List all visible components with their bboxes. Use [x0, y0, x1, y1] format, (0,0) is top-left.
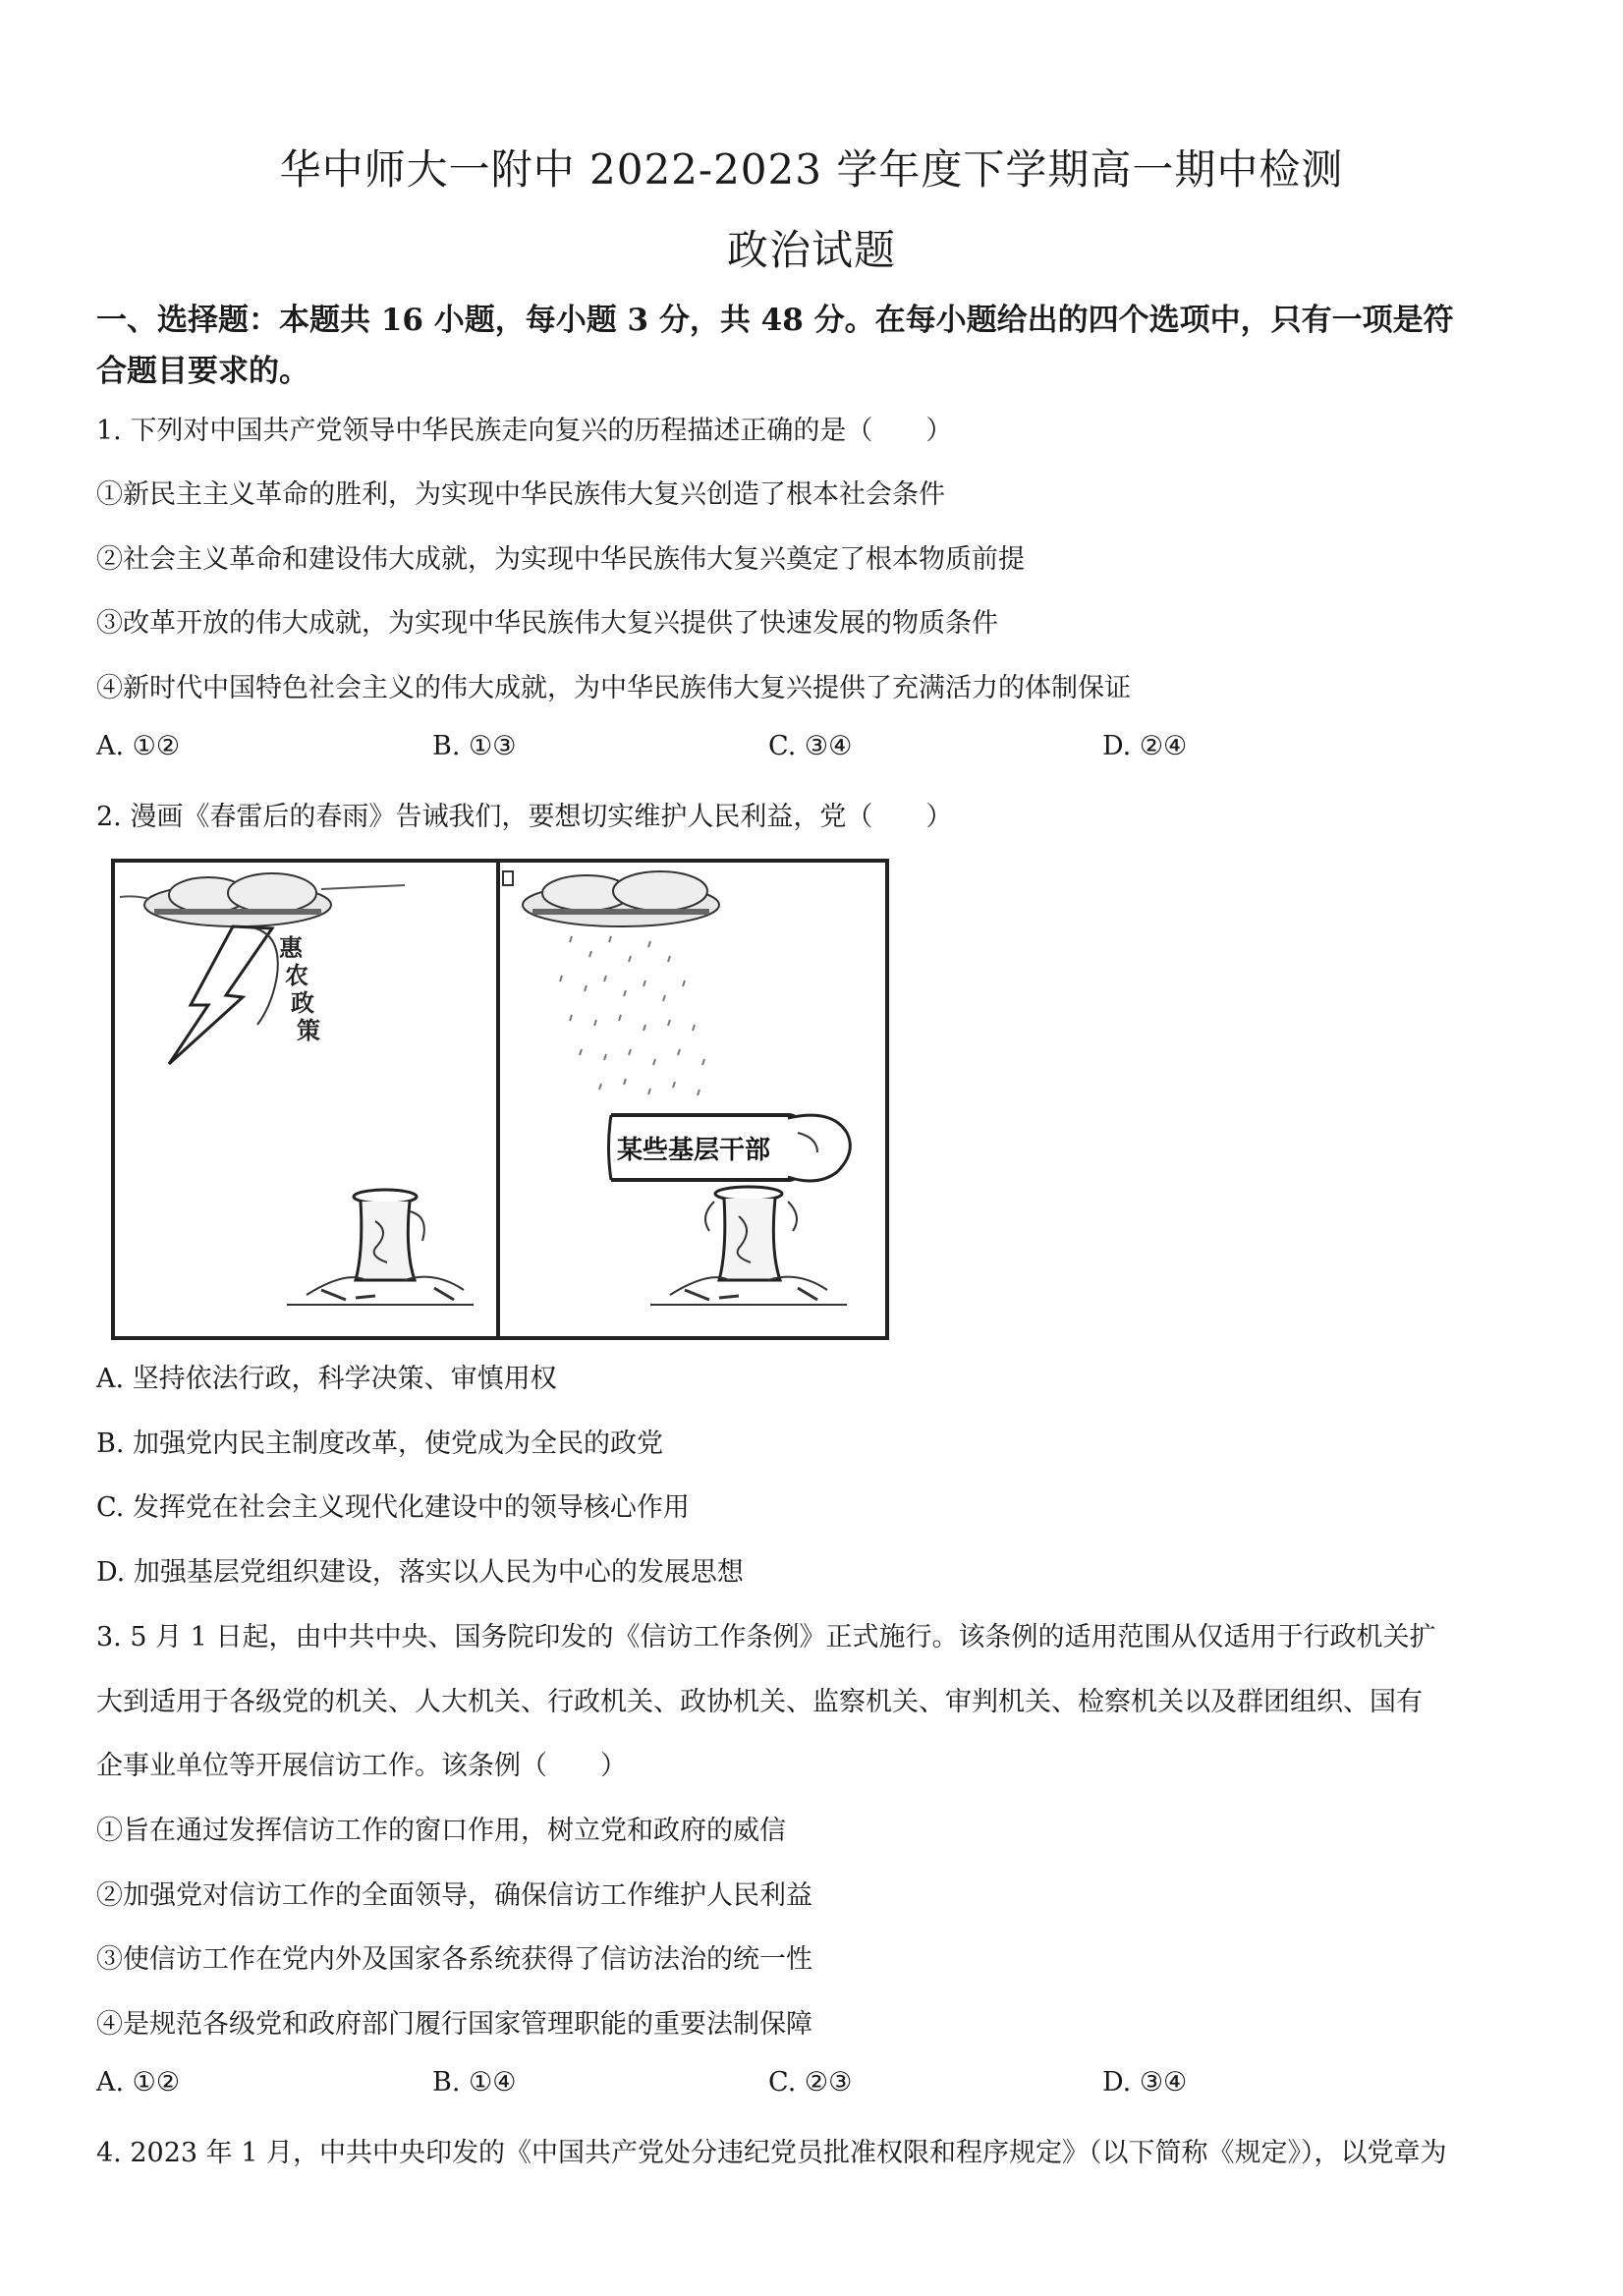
- q3-option-d: D. ③④: [1102, 2067, 1188, 2098]
- q1-item-1: ①新民主主义革命的胜利，为实现中华民族伟大复兴创造了根本社会条件: [96, 479, 945, 510]
- rain-icon: [560, 936, 704, 1095]
- q3-option-b: B. ①④: [432, 2067, 517, 2098]
- bolt-char-4: 策: [297, 1016, 320, 1044]
- q3-stem-line3: 企事业单位等开展信访工作。该条例（ ）: [96, 1751, 627, 1781]
- comic-right-panel: [498, 861, 887, 1338]
- q3-item-3: ③使信访工作在党内外及国家各系统获得了信访法治的统一性: [96, 1944, 812, 1975]
- q2-option-d: D. 加强基层党组织建设，落实以人民为中心的发展思想: [96, 1557, 744, 1588]
- lightning-bolt-icon: [169, 926, 278, 1064]
- bolt-char-2: 农: [285, 961, 308, 989]
- q3-item-2: ②加强党对信访工作的全面领导，确保信访工作维护人民利益: [96, 1880, 812, 1911]
- section-heading-line1: 一、选择题：本题共 16 小题，每小题 3 分，共 48 分。在每小题给出的四个选项中，只有一项是符: [96, 303, 1454, 338]
- q3-item-4: ④是规范各级党和政府部门履行国家管理职能的重要法制保障: [96, 2009, 812, 2040]
- q1-option-b: B. ①③: [432, 731, 517, 761]
- q3-stem-line1: 3. 5 月 1 日起，由中共中央、国务院印发的《信访工作条例》正式施行。该条例的适用范围从仅适用于行政机关扩: [96, 1622, 1436, 1652]
- comic-left-panel: [113, 861, 498, 1338]
- q1-option-c: C. ③④: [768, 731, 853, 761]
- q3-stem-line2: 大到适用于各级党的机关、人大机关、行政机关、政协机关、监察机关、审判机关、检察机关以及群团组织、国有: [96, 1687, 1423, 1717]
- umbrella-box-icon: [609, 1115, 851, 1181]
- q1-item-3: ③改革开放的伟大成就，为实现中华民族伟大复兴提供了快速发展的物质条件: [96, 608, 998, 639]
- comic-illustration: [110, 858, 891, 1341]
- q1-option-a: A. ①②: [96, 731, 181, 761]
- q2-stem: 2. 漫画《春雷后的春雨》告诫我们，要想切实维护人民利益，党（ ）: [96, 802, 953, 832]
- q1-stem: 1. 下列对中国共产党领导中华民族走向复兴的历程描述正确的是（ ）: [96, 416, 953, 446]
- q3-option-a: A. ①②: [96, 2067, 181, 2098]
- q1-item-2: ②社会主义革命和建设伟大成就，为实现中华民族伟大复兴奠定了根本物质前提: [96, 544, 1025, 575]
- q2-option-c: C. 发挥党在社会主义现代化建设中的领导核心作用: [96, 1492, 690, 1523]
- q2-option-b: B. 加强党内民主制度改革，使党成为全民的政党: [96, 1428, 664, 1459]
- right-cloud-icon: [503, 871, 719, 926]
- q3-item-1: ①旨在通过发挥信访工作的窗口作用，树立党和政府的威信: [96, 1816, 786, 1846]
- bolt-char-3: 政: [291, 988, 314, 1017]
- right-sprout-stump-icon: [650, 1187, 847, 1305]
- q3-option-c: C. ②③: [768, 2067, 853, 2098]
- bolt-char-1: 惠: [279, 933, 303, 962]
- section-heading-line2: 合题目要求的。: [96, 354, 309, 389]
- q1-item-4: ④新时代中国特色社会主义的伟大成就，为中华民族伟大复兴提供了充满活力的体制保证: [96, 673, 1131, 703]
- q1-option-d: D. ②④: [1102, 731, 1188, 761]
- left-cloud-icon: [120, 873, 405, 926]
- bolt-text: [279, 933, 320, 1044]
- left-sprout-stump-icon: [287, 1190, 474, 1305]
- box-text: 某些基层干部: [617, 1136, 771, 1165]
- exam-subtitle: 政治试题: [726, 226, 896, 274]
- exam-title: 华中师大一附中 2022-2023 学年度下学期高一期中检测: [279, 145, 1344, 194]
- q4-stem: 4. 2023 年 1 月，中共中央印发的《中国共产党处分违纪党员批准权限和程序规定》（以下简称《规定》），以党章为: [96, 2138, 1447, 2168]
- q2-option-a: A. 坚持依法行政，科学决策、审慎用权: [96, 1364, 557, 1394]
